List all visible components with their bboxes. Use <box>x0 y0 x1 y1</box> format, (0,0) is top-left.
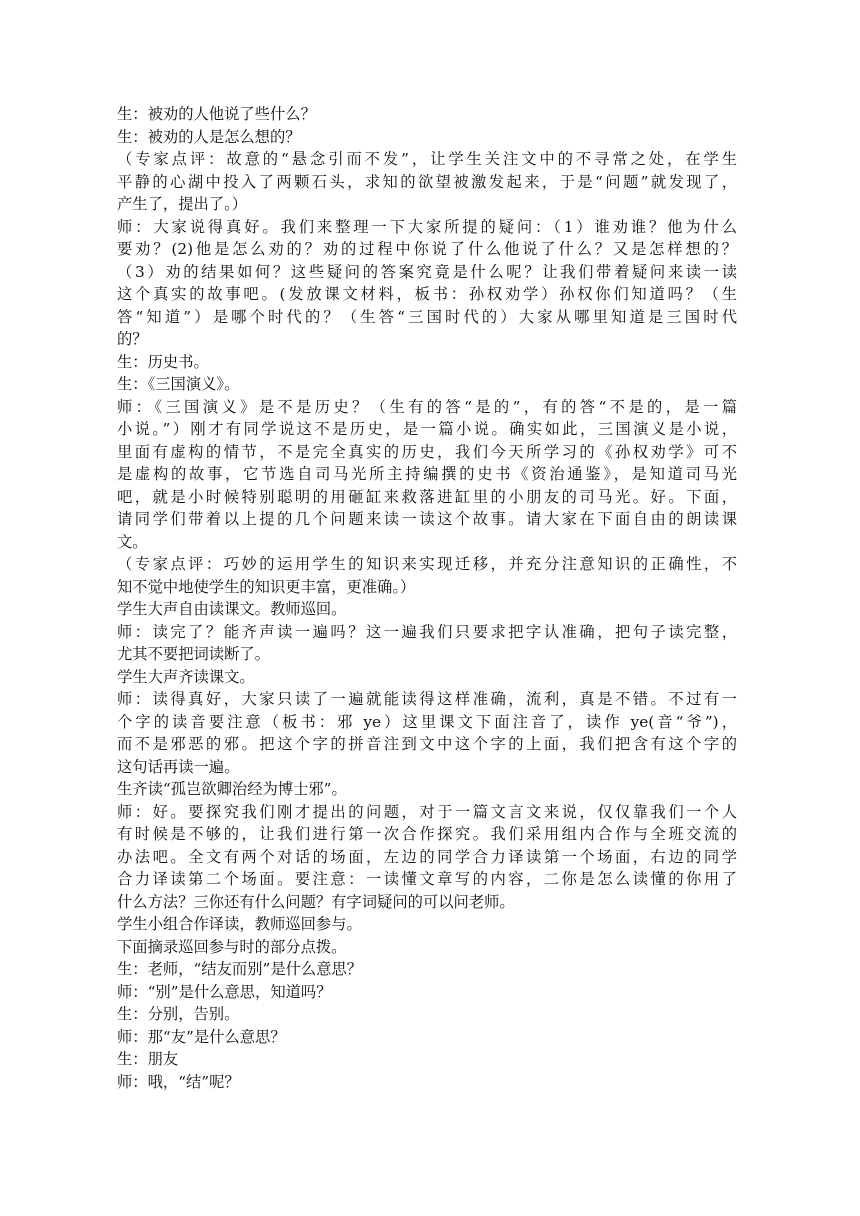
text-line: 文。 <box>117 532 148 551</box>
text-line: 师：读完了？能齐声读一遍吗？这一遍我们只要求把字认准确，把句子读完整， <box>117 622 737 641</box>
text-line: 知不觉中地使学生的知识更丰富，更准确。） <box>117 577 416 596</box>
text-line: 师：读得真好，大家只读了一遍就能读得这样准确，流利，真是不错。不过有一 <box>117 690 737 708</box>
text-line: 生：历史书。 <box>117 352 209 371</box>
text-line: 生：《三国演义》。 <box>117 375 240 393</box>
text-line: 生：被劝的人是怎么想的？ <box>117 127 301 146</box>
text-line: 生齐读“孤岂欲卿治经为博士邪”。 <box>117 780 347 798</box>
text-line: 请同学们带着以上提的几个问题来读一读这个故事。请大家在下面自由的朗读课 <box>117 510 737 528</box>
text-line: 师：《三国演义》是不是历史？（生有的答“是的”，有的答“不是的，是一篇 <box>117 397 737 416</box>
text-line: 师：哦，“结”呢？ <box>117 1072 240 1091</box>
text-line: 学生大声自由读课文。教师巡回。 <box>117 600 347 618</box>
text-line: （3）劝的结果如何？这些疑问的答案究竟是什么呢？让我们带着疑问来读一读 <box>117 262 737 281</box>
text-line: 生：老师，“结友而别”是什么意思？ <box>117 960 363 978</box>
text-line: 是虚构的故事，它节选自司马光所主持编撰的史书《资治通鉴》，是知道司马光 <box>117 465 737 483</box>
text-line: 师：大家说得真好。我们来整理一下大家所提的疑问：（1）谁劝谁？他为什么 <box>117 217 737 236</box>
text-line: 产生了，提出了。） <box>117 195 248 213</box>
text-line: 学生大声齐读课文。 <box>117 667 255 686</box>
text-line: 学生小组合作译读，教师巡回参与。 <box>117 915 362 933</box>
text-line: 这句话再读一遍。 <box>117 757 240 776</box>
text-line: （专家点评：故意的“悬念引而不发”，让学生关注文中的不寻常之处，在学生 <box>117 150 737 168</box>
text-line: 生：分别，告别。 <box>117 1005 240 1023</box>
text-line: 吧，就是小时候特别聪明的用砸缸来救落进缸里的小朋友的司马光。好。下面， <box>117 487 737 506</box>
text-line: 什么方法？三你还有什么问题？有字词疑问的可以问老师。 <box>117 892 515 911</box>
text-line: 下面摘录巡回参与时的部分点拨。 <box>117 937 347 956</box>
text-line: 合力译读第二个场面。要注意：一读懂文章写的内容，二你是怎么读懂的你用了 <box>117 870 737 888</box>
text-line: 生：被劝的人他说了些什么？ <box>117 105 316 123</box>
text-line: （专家点评：巧妙的运用学生的知识来实现迁移，并充分注意知识的正确性，不 <box>117 555 737 573</box>
text-line: 师：那“友”是什么意思？ <box>117 1027 286 1046</box>
text-line: 小说。”）刚才有同学说这不是历史，是一篇小说。确实如此，三国演义是小说， <box>117 420 737 438</box>
text-line: 生：朋友 <box>117 1050 179 1068</box>
document-page <box>117 103 737 1093</box>
text-line: 师：好。要探究我们刚才提出的问题，对于一篇文言文来说，仅仅靠我们一个人 <box>117 802 737 821</box>
text-line: 尤其不要把词读断了。 <box>117 645 270 663</box>
text-line: 个字的读音要注意（板书：邪 ye）这里课文下面注音了，读作 ye(音“爷”)， <box>117 712 737 731</box>
text-line: 师：“别”是什么意思，知道吗？ <box>117 982 332 1001</box>
text-line: 要劝？(2)他是怎么劝的？劝的过程中你说了什么他说了什么？又是怎样想的？ <box>117 240 737 258</box>
text-line: 里面有虚构的情节，不是完全真实的历史，我们今天所学习的《孙权劝学》可不 <box>117 442 737 461</box>
text-line: 而不是邪恶的邪。把这个字的拼音注到文中这个字的上面，我们把含有这个字的 <box>117 735 737 753</box>
text-line: 的？ <box>117 330 148 348</box>
text-line: 平静的心湖中投入了两颗石头，求知的欲望被激发起来，于是“问题”就发现了， <box>117 172 737 191</box>
text-line: 有时候是不够的，让我们进行第一次合作探究。我们采用组内合作与全班交流的 <box>117 825 737 843</box>
text-line: 这个真实的故事吧。(发放课文材料，板书：孙权劝学）孙权你们知道吗？（生 <box>117 285 737 303</box>
text-line: 办法吧。全文有两个对话的场面，左边的同学合力译读第一个场面，右边的同学 <box>117 847 737 866</box>
text-line: 答“知道”）是哪个时代的？（生答“三国时代的）大家从哪里知道是三国时代 <box>117 307 737 326</box>
